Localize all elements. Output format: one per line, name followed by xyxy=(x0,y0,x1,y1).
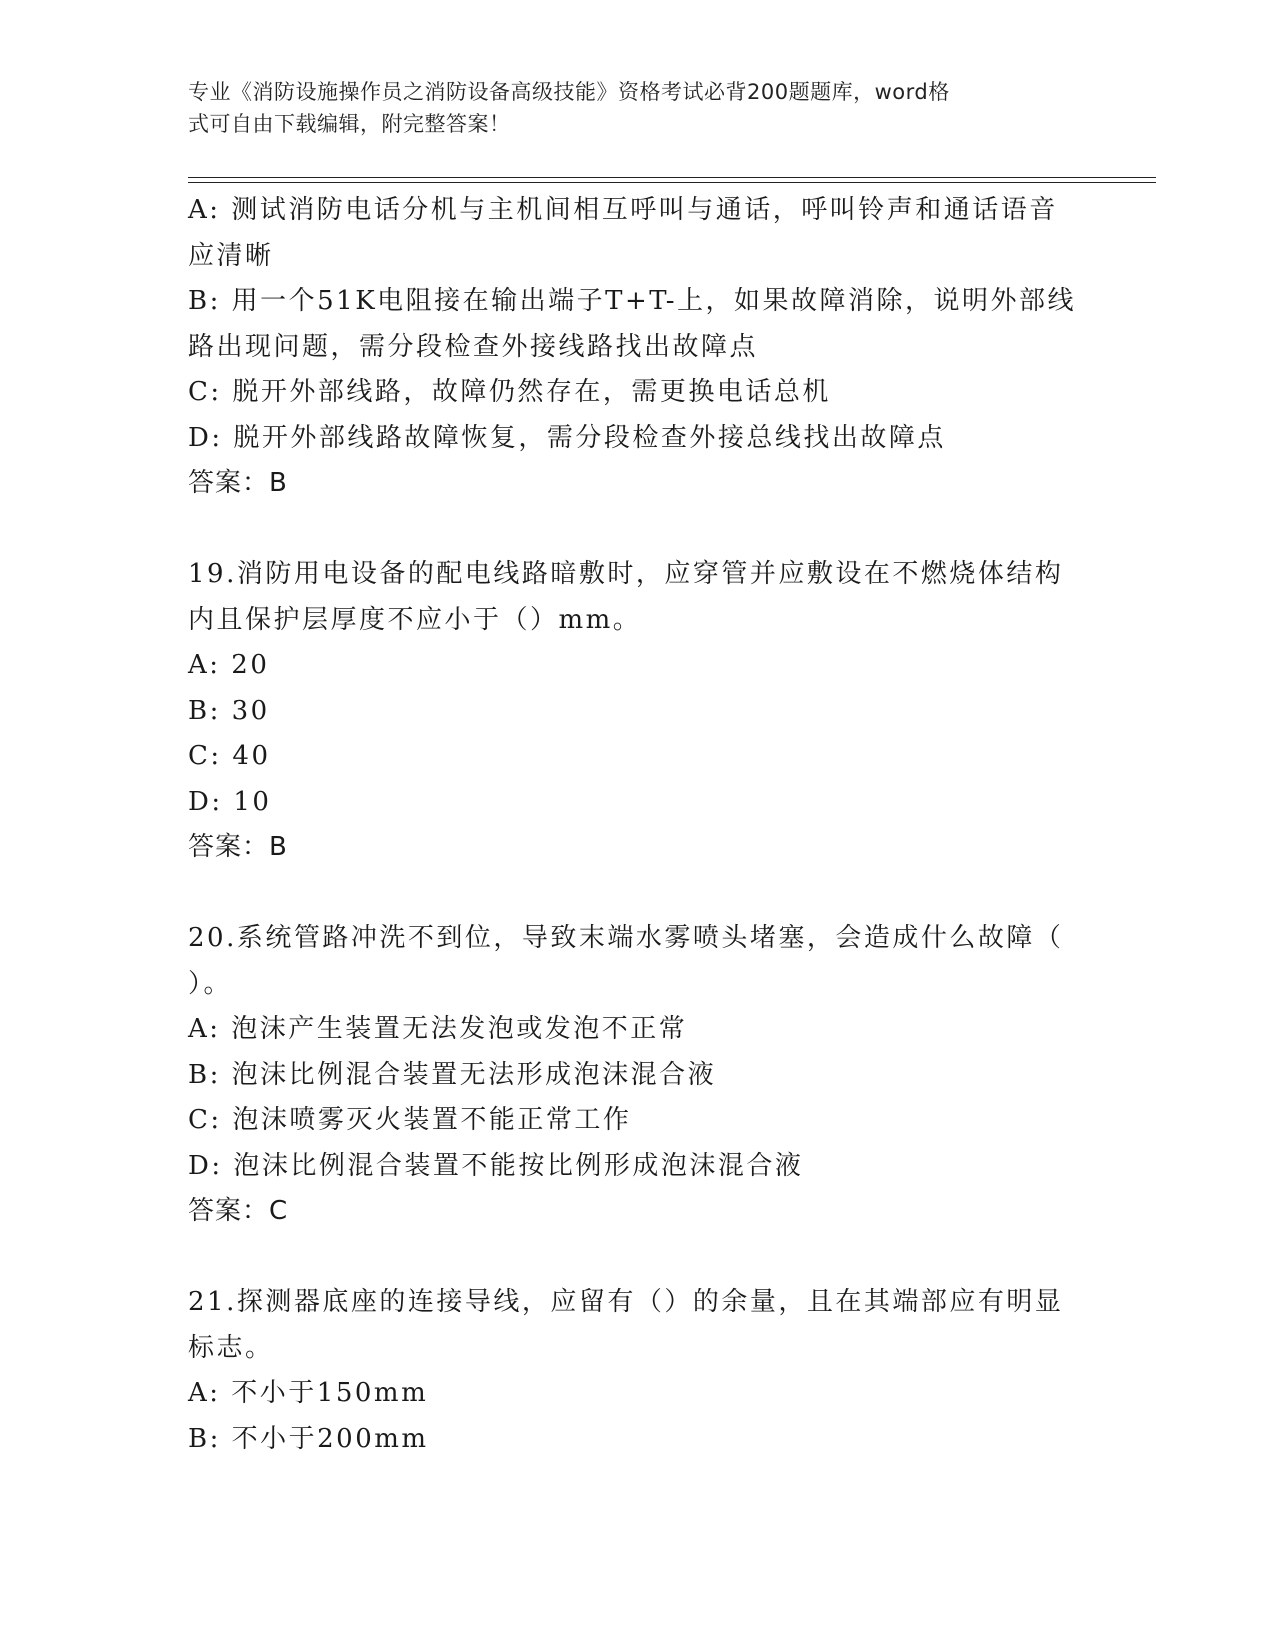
option-a: A: 不小于150mm xyxy=(188,1378,429,1408)
document-header xyxy=(188,76,1088,140)
question-stem-line-1: 20.系统管路冲洗不到位，导致末端水雾喷头堵塞，会造成什么故障（ xyxy=(188,923,1064,953)
answer-label: 答案：C xyxy=(188,1196,289,1226)
spacer xyxy=(188,1235,1088,1281)
option-c: C: 泡沫喷雾灭火装置不能正常工作 xyxy=(188,1105,632,1135)
question-19-block xyxy=(188,552,1088,871)
option-d: D: 泡沫比例混合装置不能按比例形成泡沫混合液 xyxy=(188,1150,804,1181)
option-a-line-2: 应清晰 xyxy=(188,240,274,271)
header-divider-bottom xyxy=(188,182,1156,183)
header-line-2: 式可自由下载编辑，附完整答案！ xyxy=(188,112,511,136)
option-a: A: 泡沫产生装置无法发泡或发泡不正常 xyxy=(188,1014,688,1044)
question-18-block xyxy=(188,188,1088,507)
question-stem-line-1: 21.探测器底座的连接导线，应留有（）的余量，且在其端部应有明显 xyxy=(188,1287,1064,1317)
option-d: D: 脱开外部线路故障恢复，需分段检查外接总线找出故障点 xyxy=(188,422,946,453)
option-b-line-2: 路出现问题，需分段检查外接线路找出故障点 xyxy=(188,331,759,362)
question-stem-line-1: 19.消防用电设备的配电线路暗敷时，应穿管并应敷设在不燃烧体结构 xyxy=(188,559,1064,589)
option-d: D: 10 xyxy=(188,786,272,817)
option-b-line-1: B: 用一个51K电阻接在输出端子T+T-上，如果故障消除，说明外部线 xyxy=(188,286,1077,316)
spacer xyxy=(188,871,1088,917)
header-divider-top xyxy=(188,177,1156,178)
header-line-1: 专业《消防设施操作员之消防设备高级技能》资格考试必背200题题库，word格 xyxy=(188,80,950,104)
option-b: B: 泡沫比例混合装置无法形成泡沫混合液 xyxy=(188,1059,717,1090)
question-stem-line-2: 标志。 xyxy=(188,1332,274,1363)
question-content xyxy=(188,188,1088,1462)
option-c: C: 脱开外部线路，故障仍然存在，需更换电话总机 xyxy=(188,377,831,407)
option-a: A: 20 xyxy=(188,650,270,680)
spacer xyxy=(188,507,1088,553)
answer-label: 答案：B xyxy=(188,832,288,862)
option-b: B: 30 xyxy=(188,695,270,726)
question-stem-line-2: ）。 xyxy=(188,968,233,999)
option-c: C: 40 xyxy=(188,741,271,771)
answer-label: 答案：B xyxy=(188,468,288,498)
option-b: B: 不小于200mm xyxy=(188,1423,429,1454)
question-21-block xyxy=(188,1280,1088,1462)
question-20-block xyxy=(188,916,1088,1235)
question-stem-line-2: 内且保护层厚度不应小于（）mm。 xyxy=(188,604,642,635)
option-a-line-1: A: 测试消防电话分机与主机间相互呼叫与通话，呼叫铃声和通话语音 xyxy=(188,195,1058,225)
